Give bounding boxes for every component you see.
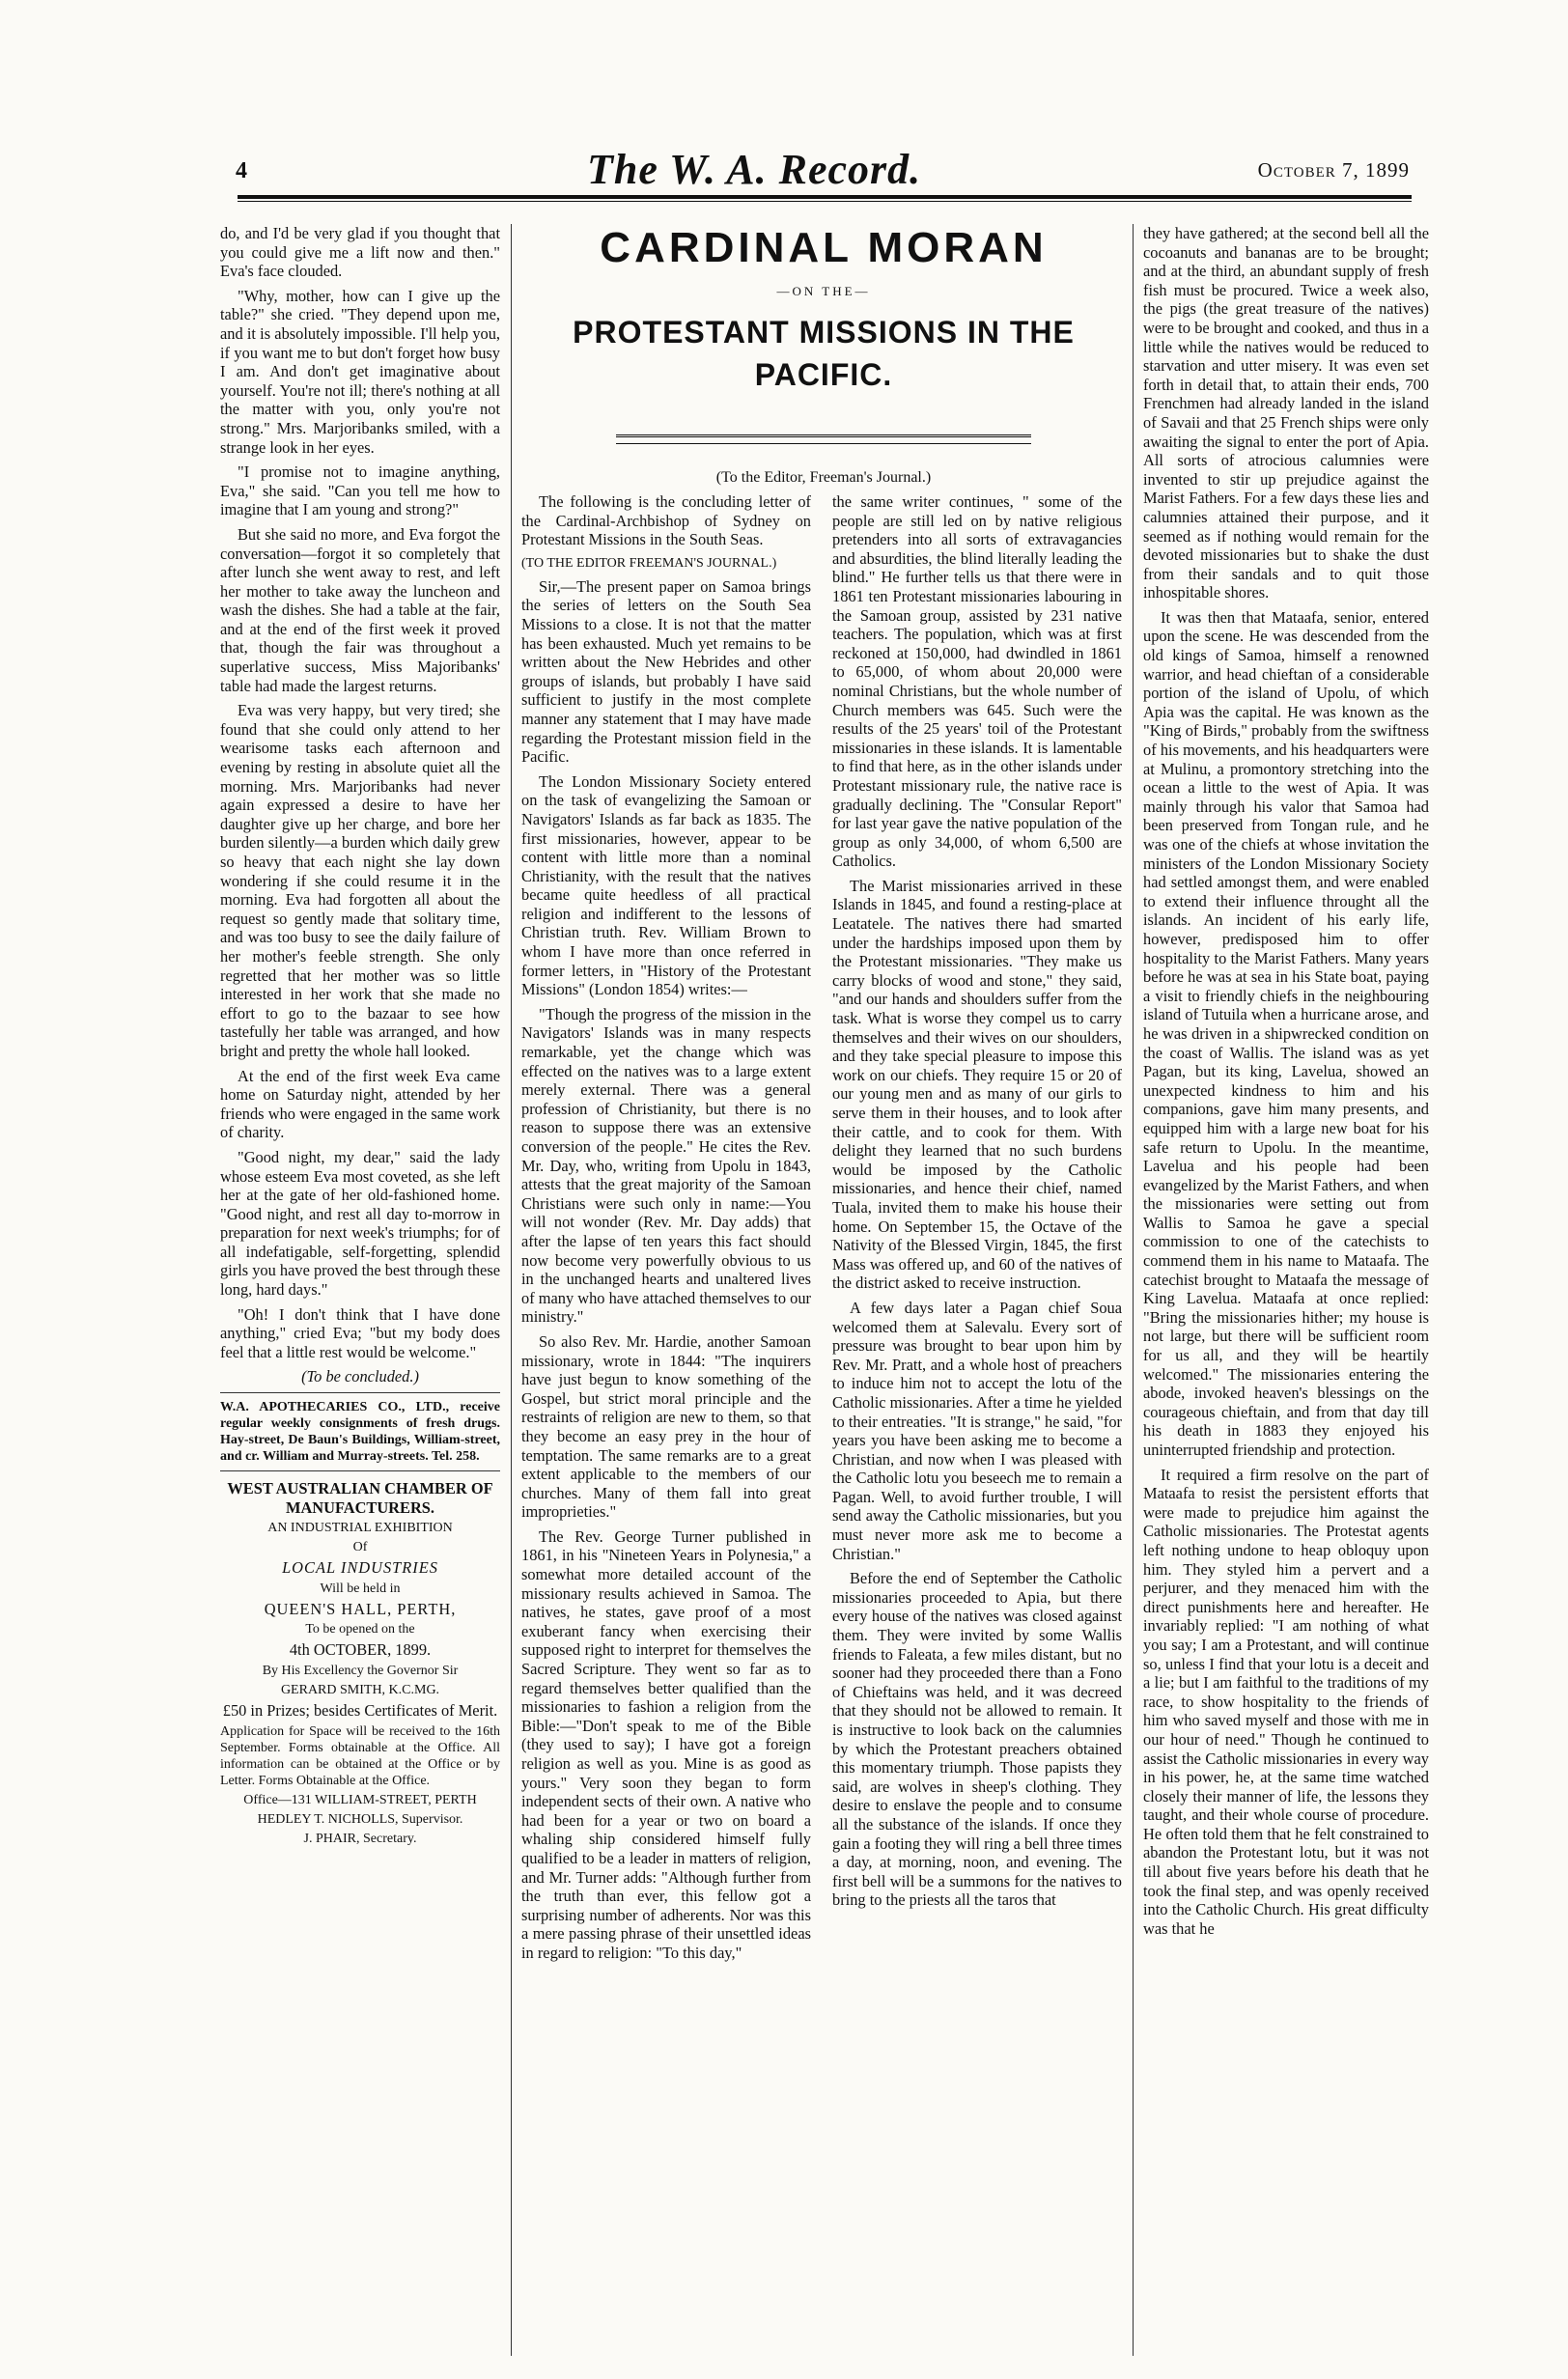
ad-line: J. PHAIR, Secretary. xyxy=(303,1831,417,1846)
story-paragraph: do, and I'd be very glad if you thought that you could give me a lift now and then." Eva's face clouded. xyxy=(220,224,500,281)
headline-rule xyxy=(616,434,1031,444)
article-paragraph: Sir,—The present paper on Samoa brings the series of letters on the South Sea Missions to a close. It is not that the matter has been exhausted. Much yet remains to be written about the New Hebrides and other groups of islands, but probably I have said sufficient to justify in the most complete manner any statement that I may have made regarding the Protestant mission field in the Pacific. xyxy=(521,576,811,767)
ad-line: By His Excellency the Governor Sir xyxy=(262,1664,459,1678)
article-paragraph: the same writer continues, " some of the people are still led on by native religious pretenders into all sorts of extravagancies and absurdities, the blind literally leading the blind." He further tells us that there were in 1861 ten Protestant missionaries labouring in the Samoan group, assisted by 231 native teachers. The population, which was at first reckoned at 150,000, had dwindled in 1861 to 65,000, of whom about 20,000 were nominal Christians, but the whole number of Church members was 645. Such were the results of the 25 years' toil of the Protestant missionaries in these islands. It is lamentable to find that here, as in the other islands under Protestant missionary rule, the native race is gradually declining. The "Consular Report" for last year gave the native population of the group as only 34,000, of whom 6,500 are Catholics. xyxy=(832,492,1122,871)
article-paragraph: Before the end of September the Catholic missionaries proceeded to Apia, but there every house of the natives was closed against them. They were invited by some Wallis friends to Faleata, a few miles distant, but no sooner had they proceeded there than a Fono of Chieftains was held, and it was decreed that they should not be allowed to remain. It is instructive to look back on the calumnies by which the Protestant preachers obtained this momentary triumph. Those papists they said, are wolves in sheep's clothing. They desire to enslave the people and to consume all the substance of the islands. If once they gain a footing they will ring a bell three times a day, at morning, noon, and evening. The first bell will be a summons for the natives to bring to the priests all the taros that xyxy=(832,1569,1122,1910)
ad-line: £50 in Prizes; besides Certificates of Merit. xyxy=(222,1701,498,1720)
header-rule xyxy=(238,195,1412,199)
article-headline xyxy=(516,224,1132,487)
story-paragraph: "Good night, my dear," said the lady whose esteem Eva most coveted, as she left her at the gate of her old-fashioned home. "Good night, and rest all day to-morrow in preparation for next week's triumphs; for of all indefatigable, self-forgetting, splendid girls you have proved the best through these long, hard days." xyxy=(220,1147,500,1300)
article-paragraph: (TO THE EDITOR FREEMAN'S JOURNAL.) xyxy=(521,555,777,571)
to-the-editor: (To the Editor, Freeman's Journal.) xyxy=(715,469,932,486)
story-paragraph: "Oh! I don't think that I have done anything," cried Eva; "but my body does feel that a little rest would be welcome." xyxy=(220,1304,500,1361)
page-frame xyxy=(220,145,1429,2356)
column-3 xyxy=(832,492,1122,1916)
ad-line: Application for Space will be received to the 16th September. Forms obtainable at the Office. All information can be obtained at the Office or by Letter. Forms Obtainable at the Office. xyxy=(220,1723,500,1788)
issue-date: October 7, 1899 xyxy=(1257,158,1410,182)
column-2 xyxy=(521,492,811,1969)
article-paragraph: So also Rev. Mr. Hardie, another Samoan missionary, wrote in 1844: "The inquirers have just begun to know something of the Gospel, but strict moral principle and the restraints of religion are new to them, so that they become an easy prey in the hour of temptation. The same remarks are to a great extent applicable to the members of our churches. Many of them fall into great improprieties." xyxy=(521,1331,811,1522)
ad-line: Will be held in xyxy=(320,1581,401,1596)
column-divider xyxy=(511,224,512,2356)
column-divider xyxy=(1133,224,1134,2356)
apothecaries-notice: W.A. APOTHECARIES CO., LTD., receive regular weekly consignments of fresh drugs. Hay-street, De Baun's Buildings, William-street, and cr. William and Murray-streets. Tel. 258. xyxy=(220,1400,500,1465)
story-paragraph: "I promise not to imagine anything, Eva," she said. "Can you tell me how to imagine that I am young and strong?" xyxy=(220,462,500,519)
ad-line: QUEEN'S HALL, PERTH, xyxy=(264,1599,457,1618)
ad-line: AN INDUSTRIAL EXHIBITION xyxy=(267,1521,453,1536)
story-paragraph: Eva was very happy, but very tired; she found that she could only attend to her wearisome tasks each afternoon and evening by resting in absolute quiet all the morning. Mrs. Marjoribanks had never again expressed a desire to have her daughter give up her charge, and bore her burden silently—a burden which daily grew so heavy that each night she lay down wondering if she could resume it in the morning. Eva had forgotten all about the request so gently made that solitary time, and was too busy to see the daily failure of her mother's feeble strength. She only regretted that her mother was so little interested in her work that she made no effort to go to the bazaar to see how tastefully her table was arranged, and how bright and pretty the whole hall looked. xyxy=(220,701,500,1060)
ad-line: LOCAL INDUSTRIES xyxy=(282,1558,438,1578)
article-paragraph: A few days later a Pagan chief Soua welcomed them at Salevalu. Every sort of pressure was brought to bear upon him by Rev. Mr. Pratt, and a whole host of preachers to induce him not to accept the lotu of the Catholic missionaries. After a time he yielded to their entreaties. "It is strange," he said, "for years you have been asking me to become a Christian, and now when I was pleased with the Catholic lotu you beseech me to remain a Pagan. Well, to avoid further trouble, I will send away the Catholic missionaries, but you must never more ask me to become a Christian." xyxy=(832,1298,1122,1563)
ad-line: To be opened on the xyxy=(305,1622,415,1637)
article-paragraph: "Though the progress of the mission in the Navigators' Islands was in many respects remarkable, yet the change which was effected on the natives was to a large extent merely external. There was a general profession of Christianity, but there is no reason to suppose there was an extensive conversion of the people." He cites the Rev. Mr. Day, who, writing from Upolu in 1843, attests that the great majority of the Samoan Christians were such only in name:—You will not wonder (Rev. Mr. Day adds) that after the lapse of ten years this fact should now become very powerfully obvious to us in the unchanged hearts and unaltered lives of many who have attached themselves to our ministry." xyxy=(521,1004,811,1327)
header-rule-thin xyxy=(238,201,1412,202)
story-paragraph: "Why, mother, how can I give up the table?" she cried. "They depend upon me, and it is absolutely impossible. I'll help you, if you want me to but don't forget how busy I am. And don't get imaginative about yourself. You're not ill; there's nothing at all the matter with you, only you're not strong." Mrs. Marjoribanks smiled, with a strange look in her eyes. xyxy=(220,286,500,457)
ad-line: 4th OCTOBER, 1899. xyxy=(289,1640,432,1660)
article-paragraph: It required a firm resolve on the part of Mataafa to resist the persistent efforts that were made to prejudice him against the Catholic missionaries. The Protestat agents left nothing undone to heap obloquy upon him. They styled him a pervert and a perjurer, and they menaced him with the direct punishments here and hereafter. He invariably replied: "I am nothing of what you say; I am a Protestant, and will continue so, unless I find that your lotu is a deceit and a lie; but I am faithful to the traditions of my race, to show hospitality to the friends of him who saved myself and those with me in our hour of need." Though he continued to assist the Catholic missionaries in every way in his power, he, at the same time watched closely their manner of life, the lessons they taught, and their whole course of procedure. He often told them that he felt constrained to abandon the Protestant lotu, but it was not till about five years before his death that he took the final step, and was openly received into the Catholic Church. His great difficulty was that he xyxy=(1143,1465,1429,1938)
ad-title: WEST AUSTRALIAN CHAMBER OF MANUFACTURERS. xyxy=(227,1479,493,1517)
story-paragraph: At the end of the first week Eva came home on Saturday night, attended by her friends who were engaged in the same work of charity. xyxy=(220,1066,500,1142)
ad-line: Of xyxy=(352,1540,368,1555)
article-paragraph: It was then that Mataafa, senior, entered upon the scene. He was descended from the old kings of Samoa, himself a renowned warrior, and head chieftan of a considerable portion of the island of Upolu, of which Apia was the capital. He was known as the "King of Birds," probably from the swiftness of his movements, and his headquarters were at Mulinu, a promontory stretching into the ocean a little to the west of Apia. It was mainly through his valor that Samoa had been preserved from Tongan rule, and he was one of the chiefs at whose invitation the ministers of the London Missionary Society had settled amongst them, and were enabled to extend their influence throught all the islands. An incident of his early life, however, predisposed him to offer hospitality to the Marist Fathers. Many years before he was at sea in his State boat, paying a visit to friendly chiefs in the neighbouring island of Tutuila when a hurricane arose, and he was driven in a shipwrecked condition on the coast of Wallis. The island was as yet Pagan, but its king, Lavelua, showed an unexpected kindness to him and his companions, gave him many presents, and equipped him with a large new boat for his safe return to Upolu. In the meantime, Lavelua and his people had been evangelized by the Marist Fathers, and when the missionaries were setting out from Wallis to Samoa he gave a special commission to one of the catechists to commend them in his name to Mataafa. The catechist brought to Mataafa the message of King Lavelua. Mataafa at once replied: "Bring the missionaries hither; my house is not large, but there will be sufficient room for us all, and they will be heartily welcomed." The missionaries entering the abode, invoked heaven's blessings on the courageous chieftain, and from that day till his death in 1883 they enjoyed his uninterrupted friendship and protection. xyxy=(1143,607,1429,1459)
to-be-concluded: (To be concluded.) xyxy=(301,1367,419,1386)
article-title: CARDINAL MORAN xyxy=(600,224,1048,271)
ad-line: GERARD SMITH, K.C.MG. xyxy=(280,1683,440,1697)
article-paragraph: they have gathered; at the second bell all the cocoanuts and bananas are to be brought; and at the third, an abundant supply of fresh fish must be procured. Twice a week also, the pigs (the great treasure of the natives) were to be brought and cooked, and thus in a little while the natives would be reduced to starvation and utter misery. It was even set forth in detail that, to attain their ends, 700 Frenchmen had already landed in the island of Savaii and that 25 French ships were only awaiting the signal to enter the port of Apia. All sorts of atrocious calumnies were invented to stir up prejudice against the Marist Fathers. For a few days these lies and calumnies attained their purpose, and it seemed as if nothing would remain for the devoted missionaries but to shake the dust from their sandals and to quit those inhospitable shores. xyxy=(1143,224,1429,602)
article-paragraph: The London Missionary Society entered on the task of evangelizing the Samoan or Navigators' Islands as far back as 1835. The first missionaries, however, appear to be content with little more than a nominal Christianity, with the result that the natives became quite heedless of all practical religion and indifferent to the lessons of Christian truth. Rev. William Brown to whom I have more than once referred in former letters, in "History of the Protestant Missions" (London 1854) writes:— xyxy=(521,771,811,999)
column-4 xyxy=(1143,224,1429,1944)
ad-line: HEDLEY T. NICHOLLS, Supervisor. xyxy=(257,1811,463,1827)
article-subtitle: PROTESTANT MISSIONS IN THE PACIFIC. xyxy=(573,315,1075,392)
masthead: The W. A. Record. xyxy=(587,146,922,193)
article-paragraph: The following is the concluding letter of the Cardinal-Archbishop of Sydney on Protestant Missions in the South Seas. xyxy=(521,492,811,549)
article-paragraph: The Marist missionaries arrived in these Islands in 1845, and found a resting-place at Leatatele. The natives there had smarted under the hardships imposed upon them by the Protestant missionaries. "They make us carry blocks of wood and stone," they said, "and our hands and shoulders suffer from the task. What is worse they compel us to carry themselves and their wives on our shoulders, and they take special pleasure to impose this work on our chiefs. They require 15 or 20 of our young men and as many of our girls to serve them in their houses, and to look after their cattle, and to cook for them. With delight they learned that no such burdens would be imposed by the Catholic missionaries, and hence their chief, named Tuala, invited them to make his house their home. On September 15, the Octave of the Nativity of the Blessed Virgin, 1845, the first Mass was offered up, and 60 of the natives of the district asked to receive instruction. xyxy=(832,876,1122,1293)
column-1 xyxy=(220,224,500,1850)
on-the: —ON THE— xyxy=(776,284,871,298)
page-number: 4 xyxy=(236,158,247,183)
exhibition-advertisement xyxy=(220,1479,500,1847)
story-paragraph: But she said no more, and Eva forgot the conversation—forgot it so completely that after lunch she went away to rest, and left her mother to take away the luncheon and wash the dishes. She had a table at the fair, and at the end of the first week it proved that, though the fair was throughout a superlative success, Miss Majoribanks' table had made the largest returns. xyxy=(220,524,500,695)
ad-line: Office—131 WILLIAM-STREET, PERTH xyxy=(243,1792,477,1807)
page-header xyxy=(220,145,1429,199)
article-paragraph: The Rev. George Turner published in 1861, in his "Nineteen Years in Polynesia," a somewhat more detailed account of the missionary results achieved in Samoa. The natives, he states, gave proof of a most exuberant fancy when exercising their supposed right to interpret for themselves the Sacred Scripture. They went so far as to regard themselves better qualified than the missionaries to fashion a religion from the Bible:—"Don't speak to me of the Bible (they used to say); I have got a foreign religion as well as you. Mine is as good as yours." Very soon they began to form independent sects of their own. A native who had been for a year or two on board a whaling ship considered himself fully qualified to be a leader in matters of religion, and Mr. Turner adds: "Although further from the truth than ever, this fellow got a surprising number of adherents. Nor was this a mere passing phrase of their unsettled ideas in regard to religion: "To this day," xyxy=(521,1526,811,1962)
